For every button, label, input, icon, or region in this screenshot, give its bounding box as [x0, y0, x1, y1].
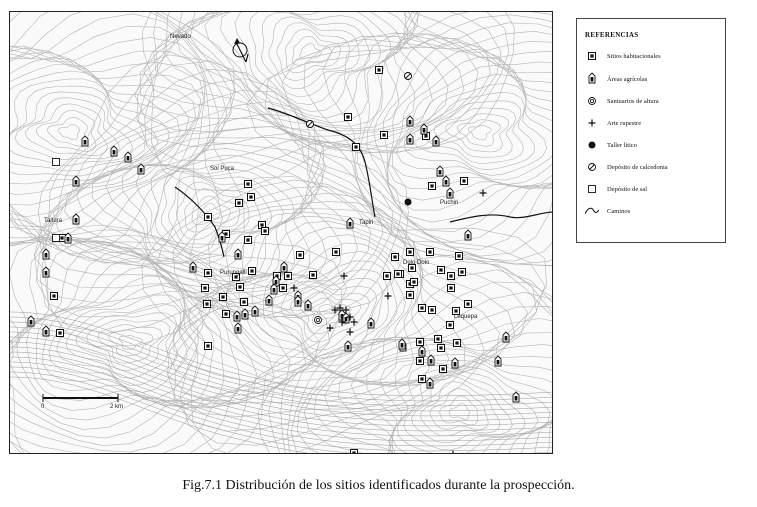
contour-line: [57, 295, 187, 392]
rock-art-marker: [450, 451, 457, 455]
contour-line: [10, 225, 347, 454]
agricultural-area-marker: [428, 355, 434, 365]
agricultural-area-marker: [125, 152, 131, 162]
habitational-site-marker: [395, 271, 402, 278]
habitational-site-marker: [438, 267, 445, 274]
scale-start-label: 0: [41, 404, 45, 410]
habitational-site-marker: [407, 249, 414, 256]
habitational-site-marker: [392, 254, 399, 261]
habitational-site-marker: [465, 301, 472, 308]
habitational-site-marker: [447, 322, 454, 329]
legend-item-rock-art: [585, 116, 641, 130]
chalcedony-deposit-marker: [405, 73, 412, 80]
agricultural-area-marker: [495, 356, 501, 366]
agricultural-area-marker: [437, 166, 443, 176]
lithic-workshop-icon: [585, 138, 599, 152]
contour-line: [15, 98, 119, 160]
habitational-site-marker: [333, 249, 340, 256]
chalcedony-deposit-marker: [307, 121, 314, 128]
habitational-site-marker: [237, 284, 244, 291]
habitational-site-marker: [236, 200, 243, 207]
map-frame: [9, 11, 553, 454]
contour-lines: [10, 12, 553, 454]
contour-line: [58, 124, 79, 140]
lithic-workshop-marker: [405, 199, 412, 206]
salt-deposit-icon: [585, 182, 599, 196]
agricultural-area-marker: [399, 339, 405, 349]
agricultural-area-marker: [443, 176, 449, 186]
agricultural-area-marker: [138, 164, 144, 174]
legend-item-agricultural: [585, 72, 647, 86]
contour-line: [140, 12, 464, 148]
habitational-site-marker: [461, 178, 468, 185]
habitational-site-marker: [417, 358, 424, 365]
agricultural-area-marker: [65, 233, 71, 243]
toponym-tajtura: Tajtura: [44, 218, 63, 224]
habitational-site-marker: [427, 249, 434, 256]
toponym-dolo-dolo: Dolo Dolo: [403, 260, 430, 266]
contour-line: [468, 126, 491, 140]
agricultural-area-marker: [234, 311, 240, 321]
agricultural-area-marker: [271, 284, 277, 294]
habitational-site-marker: [407, 292, 414, 299]
habitational-site-marker: [419, 376, 426, 383]
habitational-site-marker: [353, 144, 360, 151]
high-sanctuary-icon: [585, 94, 599, 108]
habitational-site-marker: [280, 285, 287, 292]
agricultural-area-marker: [190, 262, 196, 272]
habitational-site-marker: [223, 311, 230, 318]
legend-label: Taller lítico: [607, 141, 638, 149]
habitational-site-marker: [245, 181, 252, 188]
agricultural-area-marker: [235, 249, 241, 259]
scale-end-label: 2 km: [110, 404, 124, 410]
toponym-tapiri: Tapiri: [359, 220, 374, 226]
agricultural-area-marker: [407, 116, 413, 126]
habitational-site-marker: [241, 299, 248, 306]
contour-line: [300, 44, 322, 59]
habitational-site-marker: [249, 268, 256, 275]
contour-line: [34, 91, 374, 316]
road-icon: [585, 204, 599, 218]
agricultural-area-marker: [419, 346, 425, 356]
habitational-site-marker: [205, 270, 212, 277]
habitational-site-marker: [448, 285, 455, 292]
toponym-purungalli: Purungalli: [220, 270, 247, 276]
agricultural-area-marker: [43, 326, 49, 336]
contour-line: [10, 322, 553, 406]
habitational-site-marker: [381, 132, 388, 139]
contour-line: [221, 12, 401, 118]
habitational-site-marker: [351, 450, 358, 455]
agricultural-area-marker: [421, 124, 427, 134]
agricultural-area-marker: [28, 316, 34, 326]
salt-deposit-marker: [53, 235, 60, 242]
rock-art-icon: [585, 116, 599, 130]
toponym-sol-puca: Sol Puca: [210, 166, 235, 172]
habitational-site-marker: [448, 273, 455, 280]
habitational-site-marker: [429, 307, 436, 314]
habitational-site-marker: [220, 294, 227, 301]
habitational-site-icon: [585, 49, 599, 63]
habitational-site-marker: [51, 293, 58, 300]
toponym-nevado: Nevado: [170, 34, 191, 40]
legend-item-chalcedony: [585, 160, 668, 174]
habitational-site-marker: [411, 279, 418, 286]
legend-label: Sitios habitacionales: [607, 52, 661, 60]
habitational-site-marker: [248, 194, 255, 201]
habitational-site-marker: [204, 301, 211, 308]
agricultural-area-marker: [447, 188, 453, 198]
habitational-site-marker: [345, 114, 352, 121]
contour-line: [292, 36, 331, 65]
contour-line: [249, 12, 381, 105]
contour-line: [145, 12, 509, 177]
agricultural-area-marker: [433, 136, 439, 146]
contour-line: [10, 86, 145, 171]
habitational-site-marker: [202, 285, 209, 292]
agricultural-area-marker: [407, 134, 413, 144]
habitational-site-marker: [384, 273, 391, 280]
legend-label: Depósito de calcedonia: [607, 163, 668, 171]
road-line: [450, 212, 553, 222]
agricultural-area-marker: [219, 232, 225, 242]
agricultural-area-marker: [368, 318, 374, 328]
legend-item-habitational: [585, 49, 661, 63]
contour-line: [10, 26, 218, 260]
agricultural-area-marker: [82, 136, 88, 146]
agricultural-area-marker: [305, 300, 311, 310]
agricultural-area-marker: [43, 249, 49, 259]
agricultural-area-marker: [281, 262, 287, 272]
habitational-site-marker: [57, 330, 64, 337]
legend-item-sanctuary: [585, 94, 659, 108]
agricultural-area-marker: [513, 392, 519, 402]
contour-line: [457, 120, 501, 147]
habitational-site-marker: [205, 343, 212, 350]
agricultural-area-marker: [345, 341, 351, 351]
habitational-site-marker: [456, 253, 463, 260]
agricultural-area-marker: [73, 176, 79, 186]
figure-caption: Fig.7.1 Distribución de los sitios identificados durante la prospección.: [182, 478, 575, 493]
agricultural-area-marker: [43, 267, 49, 277]
road-line: [175, 187, 224, 257]
habitational-site-marker: [205, 214, 212, 221]
toponym-lequepa: Lequepa: [454, 314, 478, 320]
habitational-site-marker: [438, 345, 445, 352]
agricultural-area-marker: [295, 296, 301, 306]
legend-title: REFERENCIAS: [585, 31, 639, 39]
habitational-site-marker: [285, 273, 292, 280]
contour-line: [445, 114, 508, 152]
agricultural-area-marker: [465, 230, 471, 240]
habitational-site-marker: [454, 340, 461, 347]
habitational-site-marker: [245, 237, 252, 244]
agricultural-area-marker: [266, 295, 272, 305]
legend-item-salt: [585, 182, 647, 196]
legend: [576, 18, 726, 243]
agricultural-area-marker: [347, 218, 353, 228]
legend-label: Depósito de sal: [607, 185, 648, 193]
high-sanctuary-marker: [315, 317, 322, 324]
agricultural-area-marker: [235, 323, 241, 333]
agricultural-area-marker: [111, 146, 117, 156]
legend-label: Arte rupestre: [607, 119, 642, 127]
contour-line: [421, 382, 500, 437]
rock-art-marker: [385, 293, 392, 300]
legend-item-lithic: [585, 138, 637, 152]
agricultural-area-marker: [503, 332, 509, 342]
agricultural-area-marker: [452, 358, 458, 368]
legend-label: Caminos: [607, 207, 631, 215]
contour-line: [374, 38, 553, 222]
map-canvas: [10, 12, 553, 454]
habitational-site-marker: [429, 183, 436, 190]
habitational-site-marker: [440, 366, 447, 373]
toponym-puchiri: Puchiri: [440, 200, 459, 206]
habitational-site-marker: [419, 305, 426, 312]
habitational-site-marker: [262, 228, 269, 235]
agricultural-area-marker: [427, 378, 433, 388]
habitational-site-marker: [297, 252, 304, 259]
habitational-site-marker: [459, 269, 466, 276]
habitational-site-marker: [435, 336, 442, 343]
legend-label: Áreas agrícolas: [607, 75, 648, 83]
agricultural-area-marker: [252, 306, 258, 316]
legend-item-roads: [585, 204, 630, 218]
agricultural-area-marker: [73, 214, 79, 224]
agricultural-area-icon: [585, 72, 599, 86]
agricultural-area-marker: [242, 309, 248, 319]
salt-deposit-marker: [53, 159, 60, 166]
habitational-site-marker: [417, 339, 424, 346]
legend-label: Santuarios de altura: [607, 97, 659, 105]
habitational-site-marker: [310, 272, 317, 279]
habitational-site-marker: [376, 67, 383, 74]
contour-line: [119, 336, 142, 350]
chalcedony-deposit-icon: [585, 160, 599, 174]
